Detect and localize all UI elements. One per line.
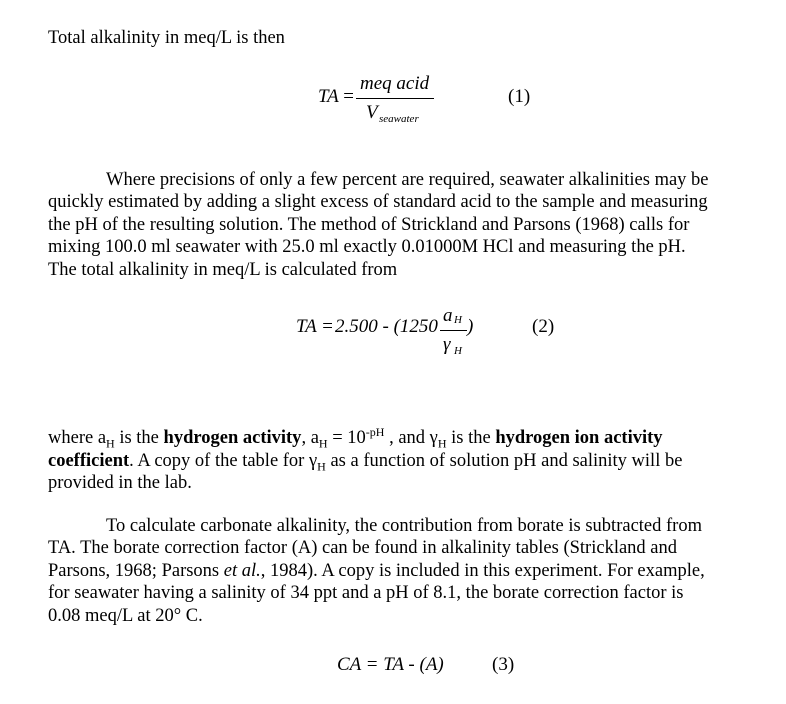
eq2-lhs: TA (296, 316, 317, 337)
eq1-numerator: meq acid (360, 73, 430, 94)
eq2-equals: = (321, 316, 334, 337)
para2-line2: quickly estimated by adding a slight excess of standard acid to the sample and measuring (48, 192, 708, 212)
para4-line3: Parsons, 1968; Parsons et al., 1984). A copy is included in this experiment. For example, (48, 561, 705, 581)
eq1-denominator-subscript: seawater (379, 113, 419, 125)
para2-line1: Where precisions of only a few percent are required, seawater alkalinities may be (106, 170, 709, 190)
eq2-denominator-subscript: H (454, 345, 462, 357)
para4-line4: for seawater having a salinity of 34 ppt and a pH of 8.1, the borate correction factor is (48, 583, 684, 603)
eq2-number: (2) (532, 316, 555, 337)
eq2-numerator: a (443, 305, 453, 326)
eq1-number: (1) (508, 86, 531, 107)
para4-line5: 0.08 meq/L at 20° C. (48, 606, 203, 626)
eq1-lhs: TA (318, 86, 339, 107)
eq1-equals: = (342, 86, 355, 107)
para4-line1: To calculate carbonate alkalinity, the contribution from borate is subtracted from (106, 516, 702, 536)
para2-line4: mixing 100.0 ml seawater with 25.0 ml exactly 0.01000M HCl and measuring the pH. (48, 237, 686, 257)
eq2-rhs: 2.500 - (1250 (335, 316, 438, 337)
para3-line2: coefficient. A copy of the table for $\gamma_H$ as a function of solution pH and salinity will be (48, 451, 683, 474)
eq2-denominator: γ (443, 334, 451, 355)
para4-line2: TA. The borate correction factor (A) can be found in alkalinity tables (Strickland and (48, 538, 677, 558)
para2-line3: the pH of the resulting solution. The method of Strickland and Parsons (1968) calls for (48, 215, 690, 235)
eq2-fraction-bar (440, 330, 467, 331)
eq3-formula: CA = TA - (A) (337, 654, 444, 675)
eq1-denominator: V (366, 102, 378, 123)
para3-line1: where $a_H$ is the hydrogen activity, $a_H = 10^{-pH}$ , and $\gamma_H$ is the hydrogen ion activity (48, 424, 663, 451)
para2-line5: The total alkalinity in meq/L is calculated from (48, 260, 398, 280)
eq2-numerator-subscript: H (454, 314, 462, 326)
eq3-number: (3) (492, 654, 515, 675)
intro-text: Total alkalinity in meq/L is then (48, 28, 285, 48)
eq1-fraction-bar (356, 98, 434, 99)
para3-line3: provided in the lab. (48, 473, 192, 493)
eq2-close-paren: ) (467, 316, 474, 337)
